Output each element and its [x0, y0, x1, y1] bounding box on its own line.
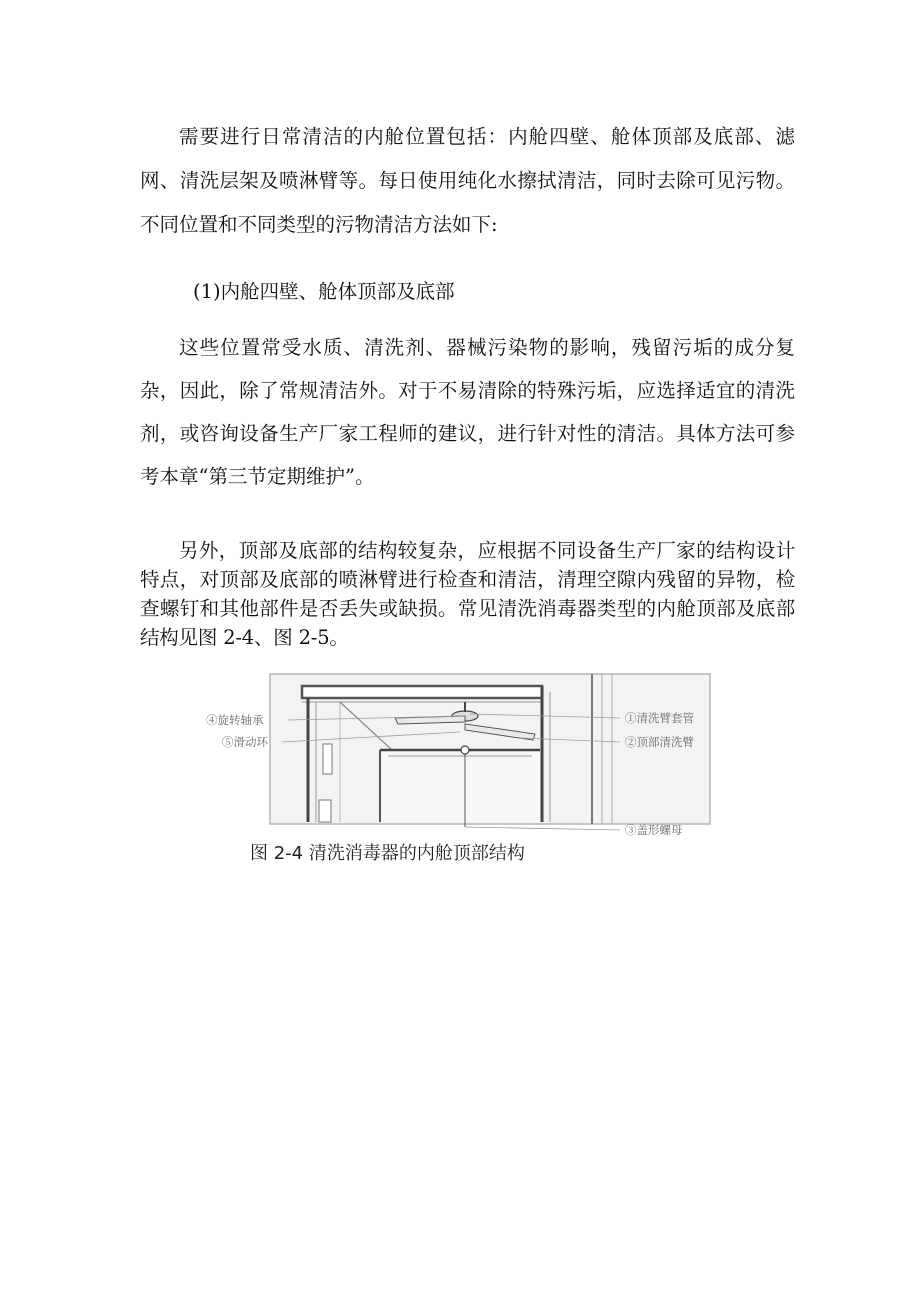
chamber-top-diagram: [206, 672, 720, 840]
figure-caption: 图 2-4 清洗消毒器的内舱顶部结构: [250, 843, 525, 864]
figure-chamber-top-structure: [206, 672, 720, 840]
label-cap-nut: ③盖形螺母: [625, 823, 683, 837]
label-rotating-bearing: ④旋转轴承: [206, 713, 264, 727]
paragraph-daily-cleaning: 需要进行日常清洁的内舱位置包括：内舱四壁、舱体顶部及底部、滤网、清洗层架及喷淋臂等。每日使用纯化水擦拭清洁，同时去除可见污物。不同位置和不同类型的污物清洁方法如下:: [140, 125, 795, 236]
label-top-wash-arm: ②顶部清洗臂: [625, 735, 694, 749]
section-heading: (1)内舱四壁、舱体顶部及底部: [193, 280, 455, 303]
paragraph-structure-check: 另外，顶部及底部的结构较复杂，应根据不同设备生产厂家的结构设计特点，对顶部及底部的喷淋臂进行检查和清洁，清理空隙内残留的异物，检查螺钉和其他部件是否丢失或缺损。常见清洗消毒器类型的内舱顶部及底部结构见图 2-4、图 2-5。: [140, 539, 795, 649]
label-wash-arm-sleeve: ①清洗臂套管: [625, 711, 694, 725]
label-sliding-ring: ⑤滑动环: [222, 735, 268, 749]
paragraph-walls-top-bottom: 这些位置常受水质、清洗剂、器械污染物的影响，残留污垢的成分复杂，因此，除了常规清洁外。对于不易清除的特殊污垢，应选择适宜的清洗剂，或咨询设备生产厂家工程师的建议，进行针对性的清洁。具体方法可参考本章“第三节定期维护”。: [140, 336, 795, 488]
